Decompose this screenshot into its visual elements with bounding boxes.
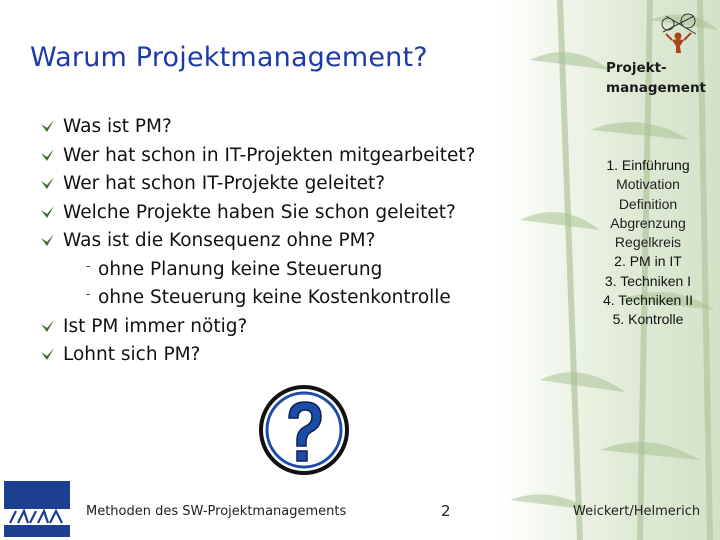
table-of-contents — [560, 156, 720, 330]
bullet-text: ohne Planung keine Steuerung — [98, 258, 383, 280]
bullet-item — [40, 344, 510, 373]
bullet-text: ohne Steuerung keine Kostenkontrolle — [98, 287, 451, 308]
bullet-check-icon — [40, 319, 55, 334]
toc-subitem: Motivation — [616, 176, 680, 193]
bullet-text: Welche Projekte haben Sie schon geleitet? — [63, 201, 456, 223]
toc-item: 1. Einführung — [606, 157, 690, 173]
course-footer: Methoden des SW-Projektmanagements — [86, 504, 347, 519]
slide-title: Warum Projektmanagement? — [30, 42, 428, 73]
sidebar-title-line1: Projekt- — [606, 60, 667, 76]
bullet-text: Wer hat schon IT-Projekte geleitet? — [63, 173, 386, 194]
bullet-item — [40, 230, 510, 259]
toc-item: 3. Techniken I — [604, 272, 692, 289]
toc-subitem: Definition — [618, 195, 678, 212]
page-number: 2 — [441, 502, 451, 520]
juggler-icon — [658, 12, 700, 54]
bullet-item — [40, 173, 510, 202]
bullet-text: Lohnt sich PM? — [63, 344, 201, 365]
authors-footer: Weickert/Helmerich — [573, 504, 701, 519]
bullet-text: Wer hat schon in IT-Projekten mitgearbeitet? — [63, 144, 476, 166]
bullet-text: Was ist PM? — [63, 116, 172, 137]
bullet-item — [40, 202, 510, 231]
university-logo — [4, 481, 70, 537]
question-mark-icon — [256, 382, 352, 478]
toc-subitem: Abgrenzung — [610, 214, 686, 231]
bullet-check-icon — [40, 233, 55, 248]
bullet-check-icon — [40, 148, 55, 163]
bullet-item — [40, 145, 510, 174]
bullet-list — [40, 116, 510, 373]
bullet-item — [40, 116, 510, 145]
bullet-check-icon — [40, 119, 55, 134]
bullet-item — [40, 316, 510, 345]
sub-bullet-item — [40, 287, 510, 316]
toc-item: 5. Kontrolle — [612, 311, 684, 328]
toc-item: 4. Techniken II — [602, 292, 694, 309]
sub-bullet-dash: - — [86, 287, 91, 301]
sub-bullet-item — [40, 259, 510, 288]
sidebar-title — [606, 58, 706, 98]
bullet-check-icon — [40, 205, 55, 220]
sub-bullet-dash: - — [86, 258, 91, 273]
bullet-check-icon — [40, 176, 55, 191]
toc-subitem: Regelkreis — [614, 234, 682, 251]
bullet-check-icon — [40, 347, 55, 362]
bullet-text: Ist PM immer nötig? — [63, 315, 248, 337]
toc-item: 2. PM in IT — [614, 253, 682, 270]
bullet-text: Was ist die Konsequenz ohne PM? — [63, 230, 376, 251]
sidebar-title-line2: management — [606, 80, 707, 96]
